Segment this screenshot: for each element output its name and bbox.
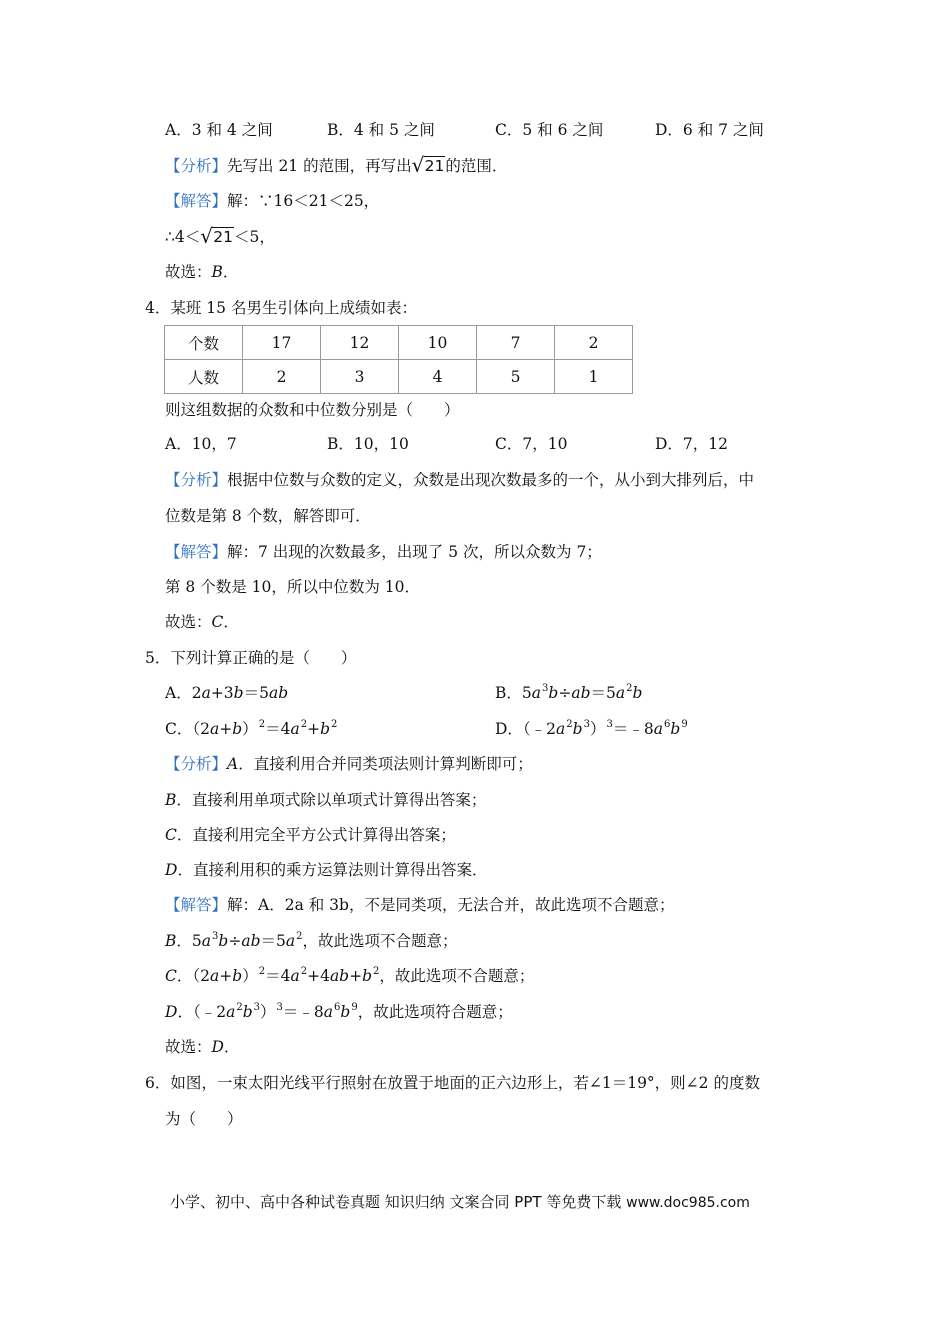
q5-answer-b: B．$5a^3b\div ab=5a^2$，故此选项不合题意； [165,931,458,950]
analysis-tag: 【分析】 [165,755,228,773]
q5-answer: 【解答】解：A．2a 和 3b，不是同类项，无法合并，故此选项不合题意； [165,896,675,914]
footer-link[interactable]: www.doc985.com [626,1195,750,1211]
table-cell: 1 [555,360,633,394]
table-cell: 10 [399,326,477,360]
q4-stem: 4．某班 15 名男生引体向上成绩如表： [145,299,417,317]
answer-tag: 【解答】 [165,543,228,561]
table-cell: 个数 [165,326,243,360]
q4-score-table [164,325,633,394]
q5-analysis-b: B．直接利用单项式除以单项式计算得出答案； [165,791,487,809]
q5-answer-c: C．$(2a+b)^2=4a^2+4ab+b^2$，故此选项不合题意； [165,966,535,985]
q3-answer-line-2: ∴4＜ √ 21＜5， [165,224,275,248]
q5-option-d: D．$(﹣2a^2b^3)^3=﹣8a^6b^9$ [495,719,688,738]
table-cell: 2 [243,360,321,394]
q5-option-a: A．2a+3b＝5ab [165,684,289,702]
table-cell: 7 [477,326,555,360]
q5-choose: 故选：D． [165,1038,240,1056]
q4-answer: 【解答】解：7 出现的次数最多，出现了 5 次，所以众数为 7； [165,543,602,561]
q5-analysis: 【分析】A．直接利用合并同类项法则计算判断即可； [165,755,533,773]
q5-answer-d: D．$(﹣2a^2b^3)^3=﹣8a^6b^9$，故此选项符合题意； [165,1002,513,1021]
table-cell: 3 [321,360,399,394]
answer-tag: 【解答】 [165,896,228,914]
answer-tag: 【解答】 [165,192,228,210]
table-cell: 5 [477,360,555,394]
table-row [165,360,633,394]
q3-choose: 故选：B． [165,263,239,281]
q4-question: 则这组数据的众数和中位数分别是（ ） [165,401,460,419]
q4-answer-line-2: 第 8 个数是 10，所以中位数为 10． [165,578,421,596]
table-cell: 2 [555,326,633,360]
q3-option-d: D．6 和 7 之间 [655,121,764,139]
q4-analysis-line-2: 位数是第 8 个数，解答即可． [165,507,371,525]
analysis-tag: 【分析】 [165,157,228,175]
q4-analysis: 【分析】根据中位数与众数的定义，众数是出现次数最多的一个，从小到大排列后，中 [165,471,755,489]
q4-option-b: B．10，10 [327,435,409,453]
q5-analysis-c: C．直接利用完全平方公式计算得出答案； [165,826,456,844]
footer-text: 小学、初中、高中各种试卷真题 知识归纳 文案合同 PPT 等免费下载 [170,1193,622,1211]
q3-option-c: C．5 和 6 之间 [495,121,604,139]
q4-option-d: D．7，12 [655,435,729,453]
q4-option-c: C．7，10 [495,435,568,453]
table-cell: 17 [243,326,321,360]
q4-choose: 故选：C． [165,613,239,631]
q5-stem: 5．下列计算正确的是（ ） [145,649,357,667]
table-row [165,326,633,360]
sqrt-21-b: √ 21 [200,224,233,248]
page-footer [170,1191,750,1212]
q3-option-b: B．4 和 5 之间 [327,121,435,139]
q5-option-c: C．$(2a+b)^2=4a^2+b^2$ [165,719,338,738]
table-cell: 人数 [165,360,243,394]
q5-option-b: B．$5a^3b\div ab=5a^2b$ [495,683,643,702]
q3-analysis-text: 先写出 21 的范围，再写出 [227,157,412,175]
q4-option-a: A．10，7 [165,435,237,453]
table-cell: 4 [399,360,477,394]
q5-analysis-d: D．直接利用积的乘方运算法则计算得出答案． [165,861,488,879]
q6-stem: 6．如图，一束太阳光线平行照射在放置于地面的正六边形上，若∠1＝19°，则∠2 的度数 [145,1074,760,1092]
table-cell: 12 [321,326,399,360]
q3-option-a: A．3 和 4 之间 [165,121,273,139]
q3-answer: 【解答】解：∵16＜21＜25， [165,192,380,210]
analysis-tag: 【分析】 [165,471,228,489]
q3-analysis: 【分析】先写出 21 的范围，再写出 √ 21的范围． [165,153,508,177]
sqrt-21: √ 21 [411,153,445,177]
q6-stem-line-2: 为（ ） [165,1110,243,1128]
